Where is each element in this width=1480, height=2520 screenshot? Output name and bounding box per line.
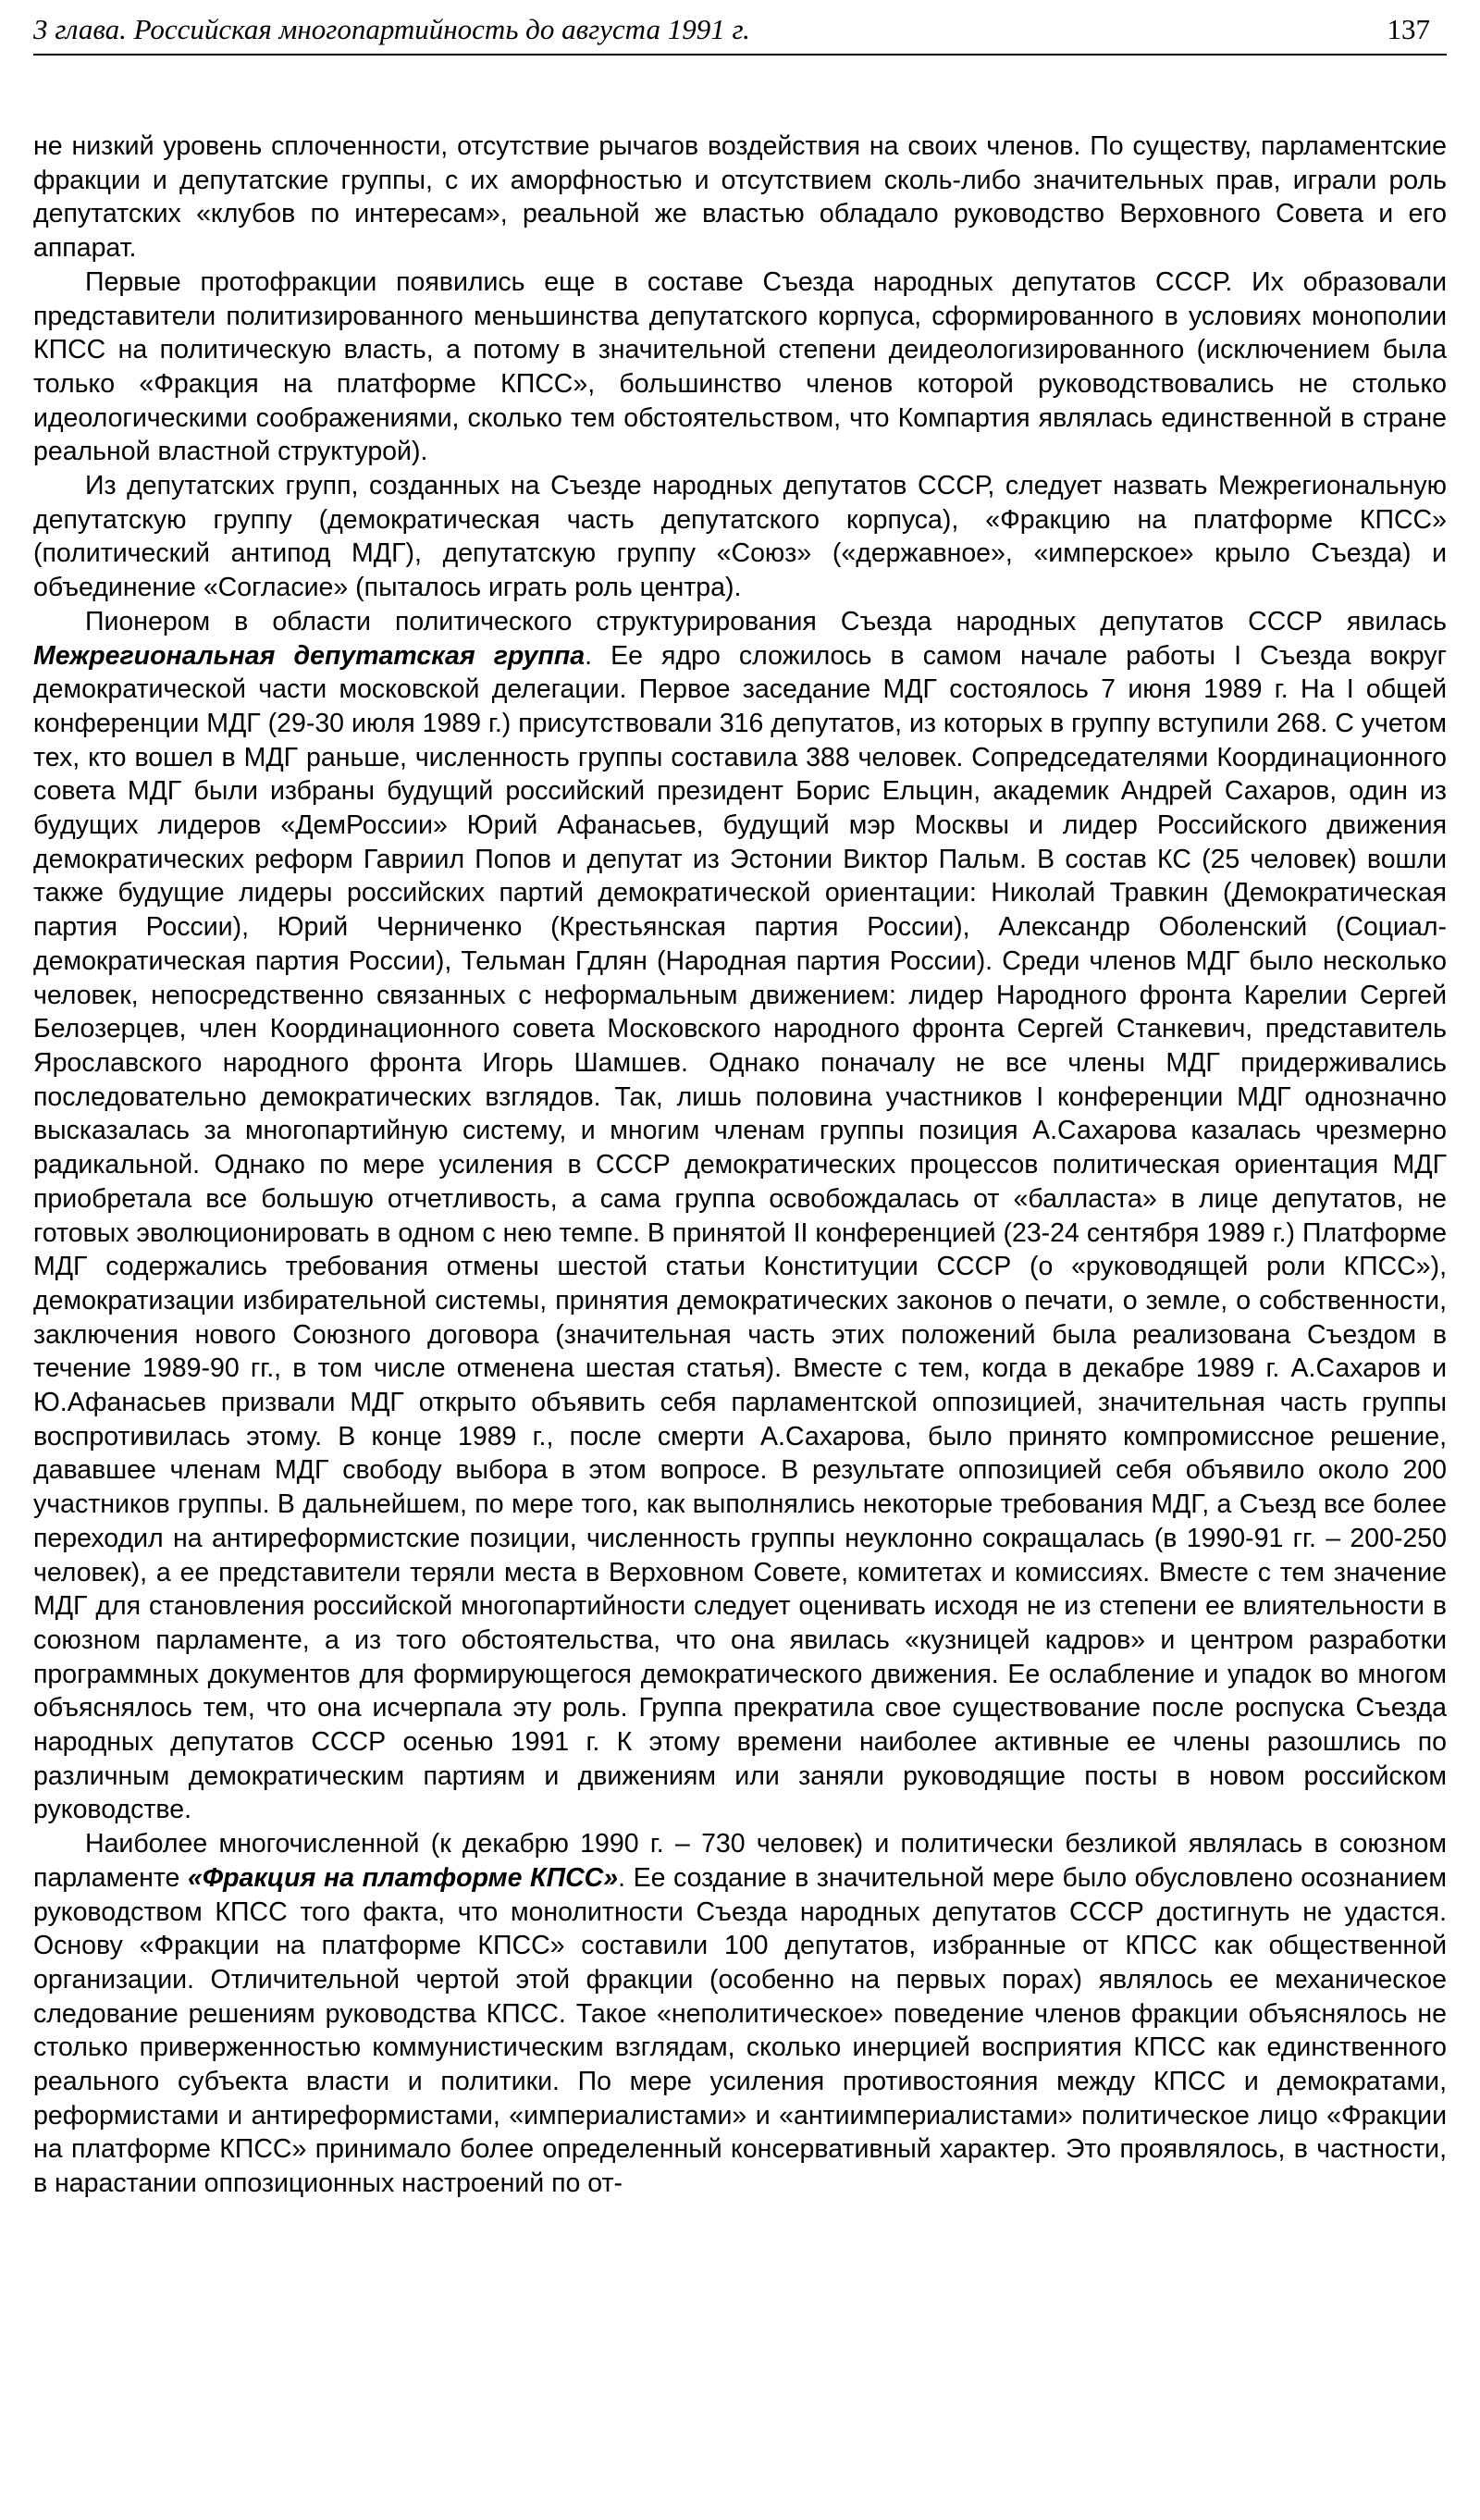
body-text [33,130,1447,2201]
paragraph-4-intro: Пионером в области политического структурирования Съезда народных депутатов СССР явилась [85,606,1447,636]
paragraph-5 [33,1827,1447,2201]
running-header [33,7,1447,56]
page-number: 137 [1387,13,1430,45]
paragraph-3: Из депутатских групп, созданных на Съезде народных депутатов СССР, следует назвать Межрегиональную депутатскую группу (демократическая часть депутатского корпуса), «Фракцию на платформе КПСС» (политический антипод МДГ), депутатскую группу «Союз» («державное», «имперское» крыло Съезда) и объединение «Согласие» (пыталось играть роль центра). [33,471,1447,603]
term-kpss-faction: «Фракция на платформе КПСС» [187,1862,619,1893]
chapter-title: 3 глава. Российская многопартийность до августа 1991 г. [33,13,750,45]
paragraph-5-intro: Наиболее многочисленной (к декабрю 1990 г. – 730 человек) и политически безликой являлась в союзном парламенте [33,1829,1447,1893]
paragraph-2: Первые протофракции появились еще в составе Съезда народных депутатов СССР. Их образовали представители политизированного меньшинства депутатского корпуса, сформированного в условиях монополии КПСС на политическую власть, а потому в значительной степени деидеологизированного (исключением была только «Фракция на платформе КПСС», большинство членов которой руководствовались не столько идеологическими соображениями, сколько тем обстоятельством, что Компартия являлась единственной в стране реальной властной структурой). [33,266,1447,467]
paragraph-4-body: . Ее ядро сложилось в самом начале работы I Съезда вокруг демократической части московской делегации. Первое заседание МДГ состоялось 7 июня 1989 г. На I общей конференции МДГ (29-30 июля 1989 г.) присутствовали 316 депутатов, из которых в группу вступили 268. С учетом тех, кто вошел в МДГ раньше, численность группы составила 388 человек. Сопредседателями Координационного совета МДГ были избраны будущий российский президент Борис Ельцин, академик Андрей Сахаров, один из будущих лидеров «ДемРоссии» Юрий Афанасьев, будущий мэр Москвы и лидер Российского движения демократических реформ Гавриил Попов и депутат из Эстонии Виктор Пальм. В состав КС (25 человек) вошли также будущие лидеры российских партий демократической ориентации: Николай Травкин (Демократическая партия России), Юрий Черниченко (Крестьянская партия России), Александр Оболенский (Социал-демократическая партия России), Тельман Гдлян (Народная партия России). Среди членов МДГ было несколько человек, непосредственно связанных с неформальным движением: лидер Народного фронта Карелии Сергей Белозерцев, член Координационного совета Московского народного фронта Сергей Станкевич, представитель Ярославского народного фронта Игорь Шамшев. Однако поначалу не все члены МДГ придерживались последовательно демократических взглядов. Так, лишь половина участников I конференции МДГ однозначно высказалась за многопартийную систему, и многим членам группы позиция А.Сахарова казалась чрезмерно радикальной. Однако по мере усиления в СССР демократических процессов политическая ориентация МДГ приобретала все большую отчетливость, а сама группа освобождалась от «балласта» в лице депутатов, не готовых эволюционировать в одном с нею темпе. В принятой II конференцией (23-24 сентября 1989 г.) Платформе МДГ содержались требования отмены шестой статьи Конституции СССР (о «руководящей роли КПСС»), демократизации избирательной системы, принятия демократических законов о печати, о земле, о собственности, заключения нового Союзного договора (значительная часть этих положений была реализована Съездом в течение 1989-90 гг., в том числе отменена шестая статья). Вместе с тем, когда в декабре 1989 г. А.Сахаров и Ю.Афанасьев призвали МДГ открыто объявить себя парламентской оппозицией, значительная часть группы воспротивилась этому. В конце 1989 г., после смерти А.Сахарова, было принято компромиссное решение, дававшее членам МДГ свободу выбора в этом вопросе. В результате оппозицией себя объявило около 200 участников группы. В дальнейшем, по мере того, как выполнялись некоторые требования МДГ, а Съезд все более переходил на антиреформистские позиции, численность группы неуклонно сокращалась (в 1990-91 гг. – 200-250 человек), а ее представители теряли места в Верховном Совете, комитетах и комиссиях. Вместе с тем значение МДГ для становления российской многопартийности следует оценивать исходя не из степени ее влиятельности в союзном парламенте, а из того обстоятельства, что она явилась «кузницей кадров» и центром разработки программных документов для формирующегося демократического движения. Ее ослабление и упадок во многом объяснялось тем, что она исчерпала эту роль. Группа прекратила свое существование после роспуска Съезда народных депутатов СССР осенью 1991 г. К этому времени наиболее активные ее члены разошлись по различным демократическим партиям и движениям или заняли руководящие посты в новом российском руководстве. [33,640,1447,1825]
paragraph-5-body: . Ее создание в значительной мере было обусловлено осознанием руководством КПСС того факта, что монолитности Съезда народных депутатов СССР достигнуть не удастся. Основу «Фракции на платформе КПСС» составили 100 депутатов, избранные от КПСС как общественной организации. Отличительной чертой этой фракции (особенно на первых порах) являлось ее механическое следование решениям руководства КПСС. Такое «неполитическое» поведение членов фракции объяснялось не столько приверженностью коммунистическим взглядам, сколько инерцией восприятия КПСС как единственного реального субъекта власти и политики. По мере усиления противостояния между КПСС и демократами, реформистами и антиреформистами, «империалистами» и «антиимпериалистами» политическое лицо «Фракции на платформе КПСС» принимало более определенный консервативный характер. Это проявлялось, в частности, в нарастании оппозиционных настроений по от- [33,1862,1448,2199]
term-mdg: Межрегиональная депутатская группа [33,640,586,671]
paragraph-1: не низкий уровень сплоченности, отсутствие рычагов воздействия на своих членов. По существу, парламентские фракции и депутатские группы, с их аморфностью и отсутствием сколь-либо значительных прав, играли роль депутатских «клубов по интересам», реальной же властью обладало руководство Верховного Совета и его аппарат. [33,131,1447,264]
paragraph-4 [33,605,1447,1827]
